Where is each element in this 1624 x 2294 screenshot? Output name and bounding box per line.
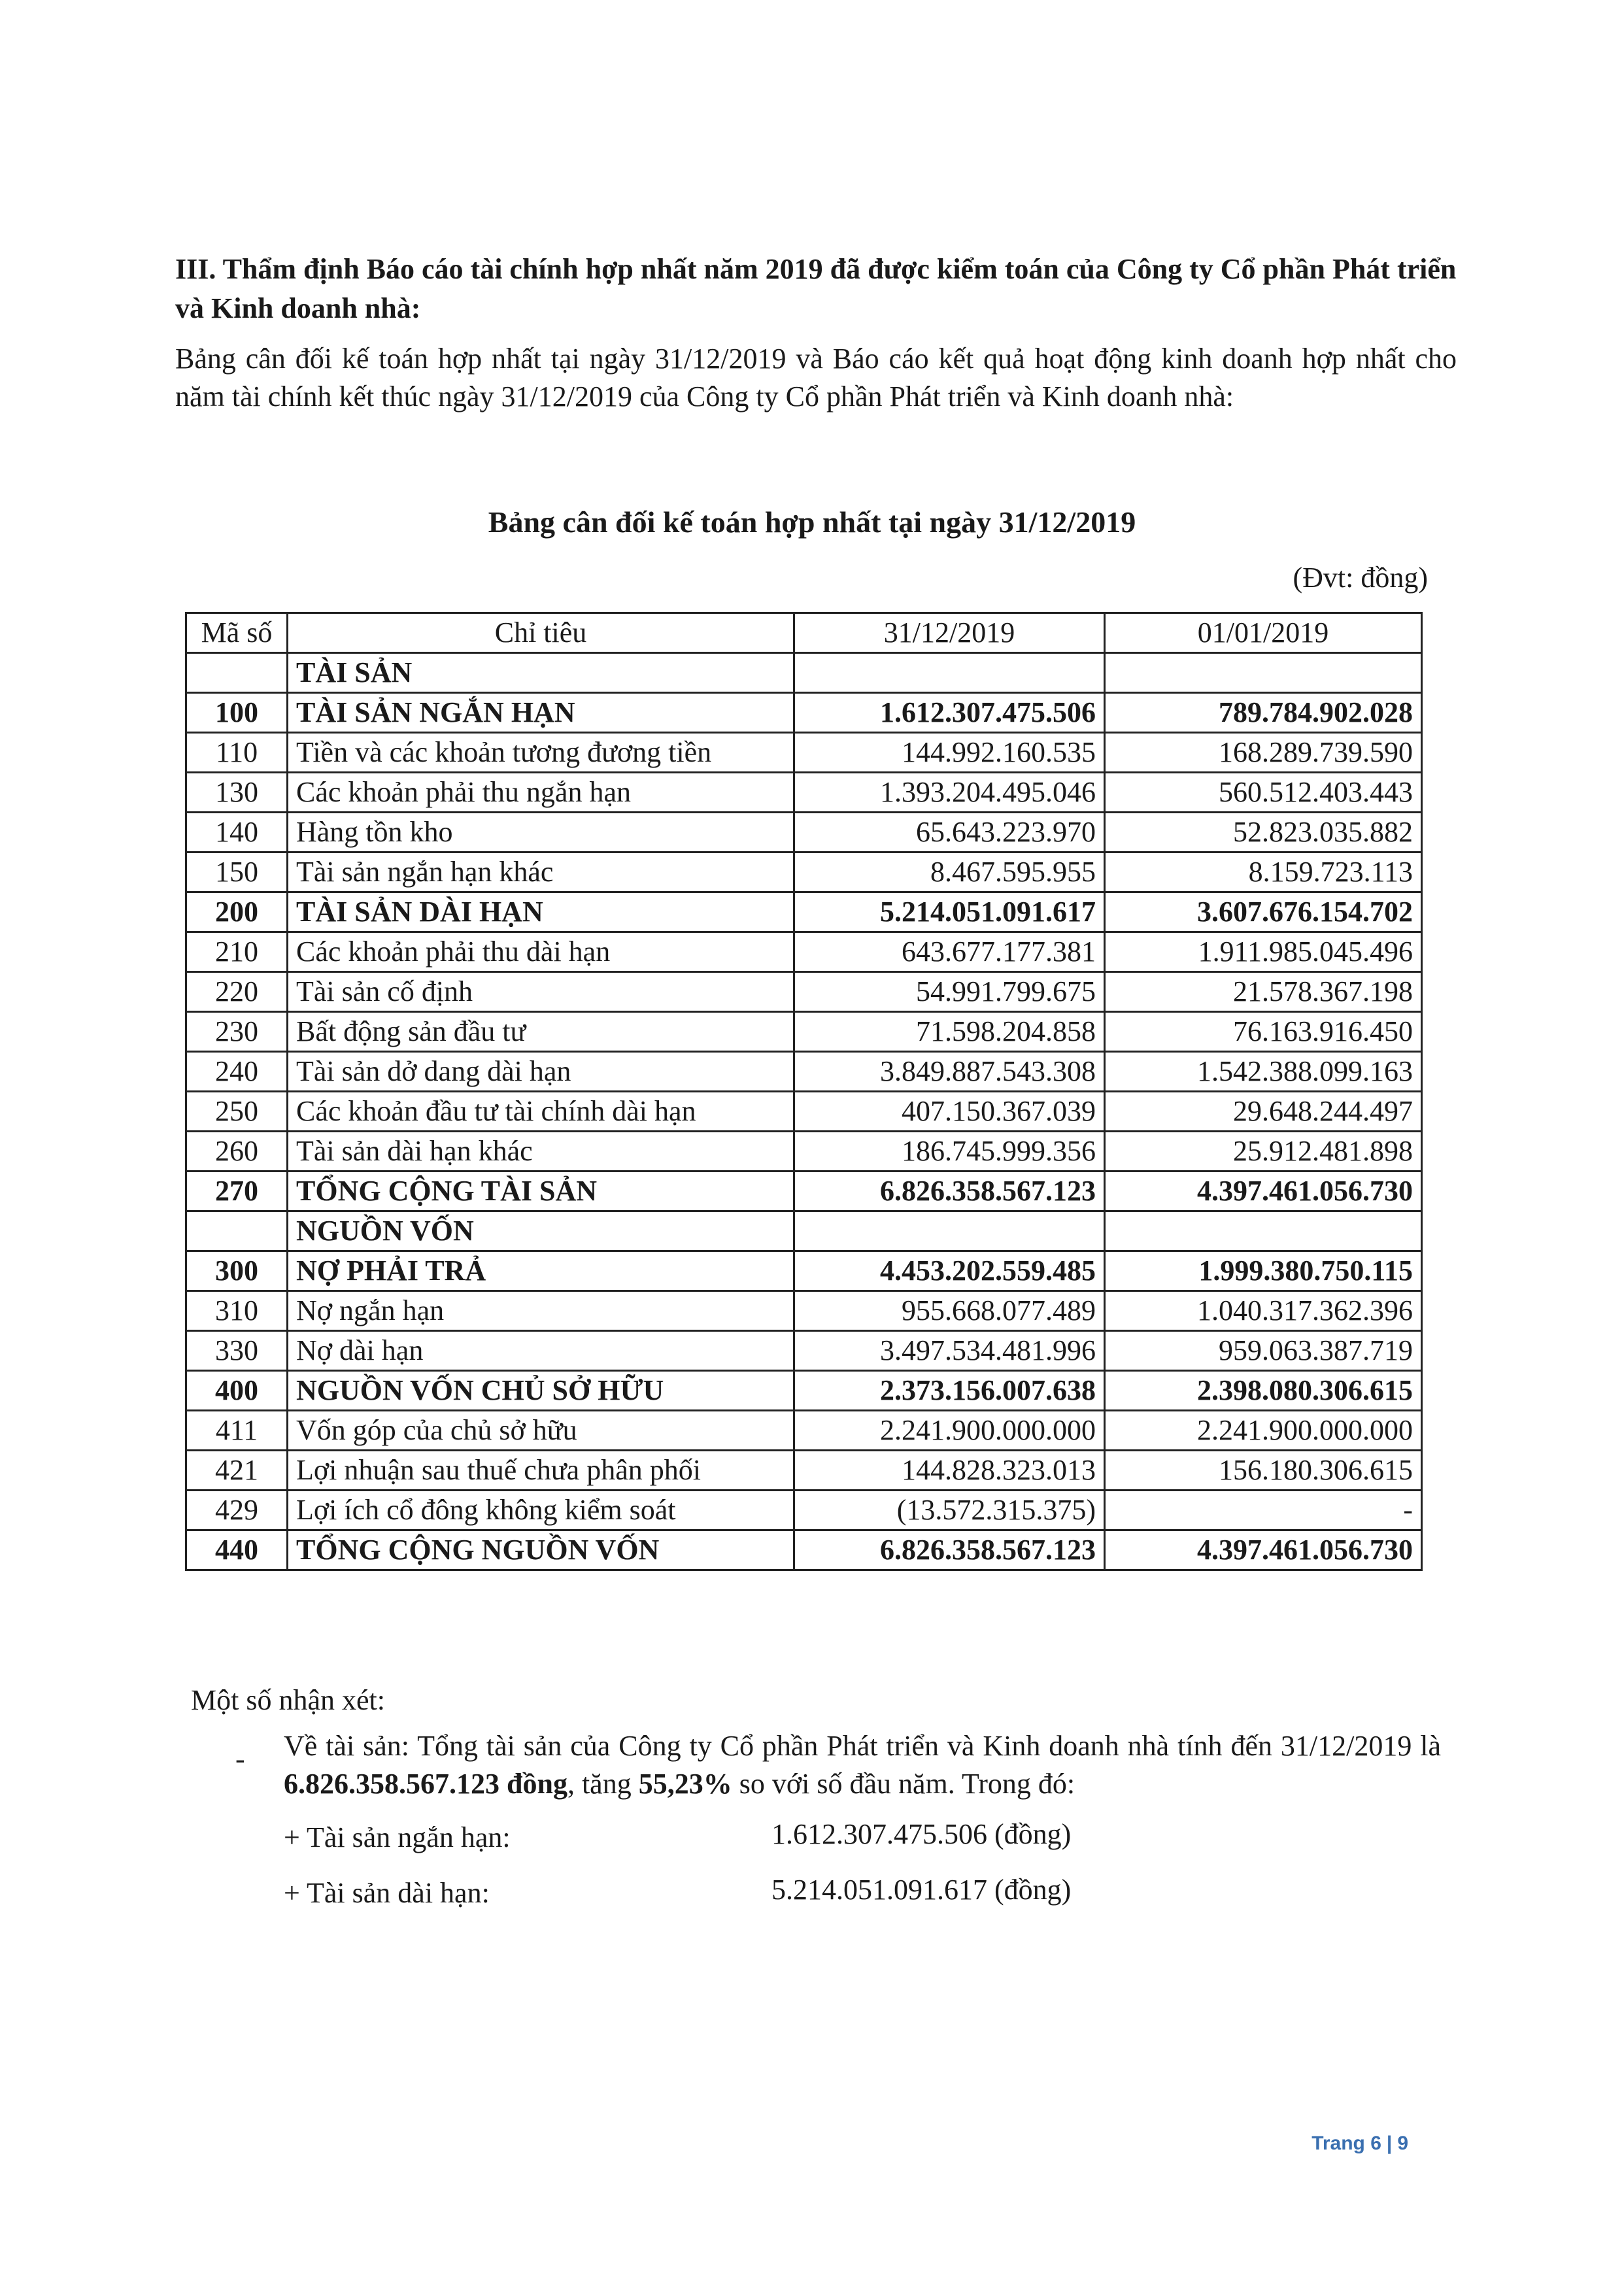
row-name: Các khoản phải thu dài hạn [288,932,794,972]
row-value-2019-01-01: 2.241.900.000.000 [1105,1411,1422,1451]
row-code: 240 [186,1052,288,1092]
page-number [1311,2133,1408,2155]
table-row [186,1491,1422,1530]
row-value-2019-12-31: 71.598.204.858 [794,1012,1105,1052]
row-name: Vốn góp của chủ sở hữu [288,1411,794,1451]
row-code: 421 [186,1451,288,1491]
row-value-2019-12-31 [794,653,1105,693]
table-row [186,1172,1422,1211]
table-row [186,1211,1422,1251]
table-row [186,852,1422,892]
row-value-2019-12-31: 955.668.077.489 [794,1291,1105,1331]
row-code: 100 [186,693,288,733]
row-code: 150 [186,852,288,892]
row-value-2019-01-01 [1105,653,1422,693]
header-col1: 31/12/2019 [794,613,1105,653]
row-code: 200 [186,892,288,932]
row-value-2019-01-01: 21.578.367.198 [1105,972,1422,1012]
section-heading: III. Thẩm định Báo cáo tài chính hợp nhất năm 2019 đã được kiểm toán của Công ty Cổ phần Phát triển và Kinh doanh nhà: [175,253,1457,324]
row-code: 411 [186,1411,288,1451]
table-row [186,1331,1422,1371]
row-value-2019-12-31: (13.572.315.375) [794,1491,1105,1530]
short-term-assets-value: 1.612.307.475.506 (đồng) [771,1818,1072,1850]
row-value-2019-01-01: 789.784.902.028 [1105,693,1422,733]
row-value-2019-12-31: 3.497.534.481.996 [794,1331,1105,1371]
unit-label: (Đvt: đồng) [1293,562,1428,594]
row-name: TỔNG CỘNG TÀI SẢN [288,1172,794,1211]
row-value-2019-12-31: 643.677.177.381 [794,932,1105,972]
table-row [186,1092,1422,1132]
table-row [186,773,1422,813]
row-code: 429 [186,1491,288,1530]
table-header-row [186,613,1422,653]
row-code: 260 [186,1132,288,1172]
table-title: Bảng cân đối kế toán hợp nhất tại ngày 31/12/2019 [488,505,1136,539]
row-value-2019-01-01: 76.163.916.450 [1105,1012,1422,1052]
row-code: 300 [186,1251,288,1291]
page-current: 6 [1370,2133,1381,2154]
row-name: Lợi ích cổ đông không kiểm soát [288,1491,794,1530]
row-value-2019-01-01: - [1105,1491,1422,1530]
row-value-2019-01-01: 1.542.388.099.163 [1105,1052,1422,1092]
row-value-2019-12-31: 5.214.051.091.617 [794,892,1105,932]
row-value-2019-01-01: 4.397.461.056.730 [1105,1172,1422,1211]
row-code: 440 [186,1530,288,1570]
table-row [186,1530,1422,1570]
header-code: Mã số [186,613,288,653]
row-name: Bất động sản đầu tư [288,1012,794,1052]
remark-percent: 55,23% [638,1768,732,1800]
row-value-2019-12-31: 54.991.799.675 [794,972,1105,1012]
table-row [186,1371,1422,1411]
row-name: Nợ dài hạn [288,1331,794,1371]
row-value-2019-12-31: 3.849.887.543.308 [794,1052,1105,1092]
row-code: 210 [186,932,288,972]
table-row [186,1012,1422,1052]
remark-suffix: so với số đầu năm. Trong đó: [732,1768,1075,1800]
row-code [186,653,288,693]
row-code: 130 [186,773,288,813]
row-value-2019-12-31: 2.373.156.007.638 [794,1371,1105,1411]
row-code [186,1211,288,1251]
row-value-2019-12-31: 6.826.358.567.123 [794,1172,1105,1211]
row-name: NỢ PHẢI TRẢ [288,1251,794,1291]
long-term-assets-value: 5.214.051.091.617 (đồng) [771,1874,1072,1906]
row-value-2019-01-01: 4.397.461.056.730 [1105,1530,1422,1570]
row-name: TỔNG CỘNG NGUỒN VỐN [288,1530,794,1570]
row-name: TÀI SẢN NGẮN HẠN [288,693,794,733]
table-row [186,1251,1422,1291]
table-row [186,733,1422,773]
row-code: 140 [186,813,288,852]
row-name: Lợi nhuận sau thuế chưa phân phối [288,1451,794,1491]
row-value-2019-12-31: 65.643.223.970 [794,813,1105,852]
long-term-assets-label: + Tài sản dài hạn: [284,1877,490,1909]
row-name: Tài sản cố định [288,972,794,1012]
header-item: Chỉ tiêu [288,613,794,653]
row-value-2019-01-01: 3.607.676.154.702 [1105,892,1422,932]
table-row [186,1291,1422,1331]
row-value-2019-12-31: 186.745.999.356 [794,1132,1105,1172]
remark-prefix: Về tài sản: Tổng tài sản của Công ty Cổ phần Phát triển và Kinh doanh nhà tính đến 31/12/2019 là [284,1730,1441,1762]
table-row [186,1052,1422,1092]
row-value-2019-12-31 [794,1211,1105,1251]
row-value-2019-12-31: 1.612.307.475.506 [794,693,1105,733]
row-name: TÀI SẢN DÀI HẠN [288,892,794,932]
row-value-2019-01-01: 560.512.403.443 [1105,773,1422,813]
row-name: Tài sản dở dang dài hạn [288,1052,794,1092]
row-value-2019-12-31: 8.467.595.955 [794,852,1105,892]
row-code: 250 [186,1092,288,1132]
short-term-assets-label: + Tài sản ngắn hạn: [284,1821,511,1853]
section-intro: Bảng cân đối kế toán hợp nhất tại ngày 31/12/2019 và Báo cáo kết quả hoạt động kinh doanh hợp nhất cho năm tài chính kết thúc ngày 31/12/2019 của Công ty Cổ phần Phát triển và Kinh doanh nhà: [175,343,1457,413]
row-name: Các khoản đầu tư tài chính dài hạn [288,1092,794,1132]
page-label: Trang [1311,2133,1365,2154]
row-code: 220 [186,972,288,1012]
balance-sheet-table [185,612,1423,1571]
table-row [186,932,1422,972]
row-value-2019-01-01 [1105,1211,1422,1251]
row-value-2019-12-31: 407.150.367.039 [794,1092,1105,1132]
asset-remark [284,1727,1441,1803]
row-value-2019-12-31: 144.828.323.013 [794,1451,1105,1491]
row-name: Tài sản ngắn hạn khác [288,852,794,892]
row-value-2019-01-01: 1.999.380.750.115 [1105,1251,1422,1291]
row-value-2019-12-31: 2.241.900.000.000 [794,1411,1105,1451]
row-value-2019-01-01: 1.911.985.045.496 [1105,932,1422,972]
row-name: NGUỒN VỐN [288,1211,794,1251]
row-value-2019-01-01: 29.648.244.497 [1105,1092,1422,1132]
row-value-2019-12-31: 1.393.204.495.046 [794,773,1105,813]
row-code: 270 [186,1172,288,1211]
row-code: 110 [186,733,288,773]
row-code: 310 [186,1291,288,1331]
row-name: Các khoản phải thu ngắn hạn [288,773,794,813]
row-code: 330 [186,1331,288,1371]
row-code: 400 [186,1371,288,1411]
table-row [186,813,1422,852]
row-value-2019-01-01: 25.912.481.898 [1105,1132,1422,1172]
remark-total: 6.826.358.567.123 đồng [284,1768,567,1800]
row-name: Hàng tồn kho [288,813,794,852]
table-row [186,972,1422,1012]
row-value-2019-01-01: 8.159.723.113 [1105,852,1422,892]
row-value-2019-12-31: 6.826.358.567.123 [794,1530,1105,1570]
table-row [186,653,1422,693]
page-total: 9 [1397,2133,1408,2154]
row-name: Tiền và các khoản tương đương tiền [288,733,794,773]
page-separator: | [1386,2133,1393,2154]
row-value-2019-01-01: 52.823.035.882 [1105,813,1422,852]
row-value-2019-01-01: 156.180.306.615 [1105,1451,1422,1491]
table-row [186,1132,1422,1172]
row-value-2019-01-01: 959.063.387.719 [1105,1331,1422,1371]
bullet-dash: - [235,1743,245,1775]
table-body [186,653,1422,1570]
row-code: 230 [186,1012,288,1052]
row-name: TÀI SẢN [288,653,794,693]
remark-mid: , tăng [567,1768,639,1800]
remarks-title: Một số nhận xét: [191,1684,385,1716]
row-value-2019-01-01: 1.040.317.362.396 [1105,1291,1422,1331]
row-value-2019-12-31: 4.453.202.559.485 [794,1251,1105,1291]
row-name: Nợ ngắn hạn [288,1291,794,1331]
table-row [186,693,1422,733]
row-value-2019-01-01: 168.289.739.590 [1105,733,1422,773]
table-row [186,892,1422,932]
row-value-2019-01-01: 2.398.080.306.615 [1105,1371,1422,1411]
row-value-2019-12-31: 144.992.160.535 [794,733,1105,773]
header-col2: 01/01/2019 [1105,613,1422,653]
table-row [186,1451,1422,1491]
table-row [186,1411,1422,1451]
row-name: NGUỒN VỐN CHỦ SỞ HỮU [288,1371,794,1411]
row-name: Tài sản dài hạn khác [288,1132,794,1172]
